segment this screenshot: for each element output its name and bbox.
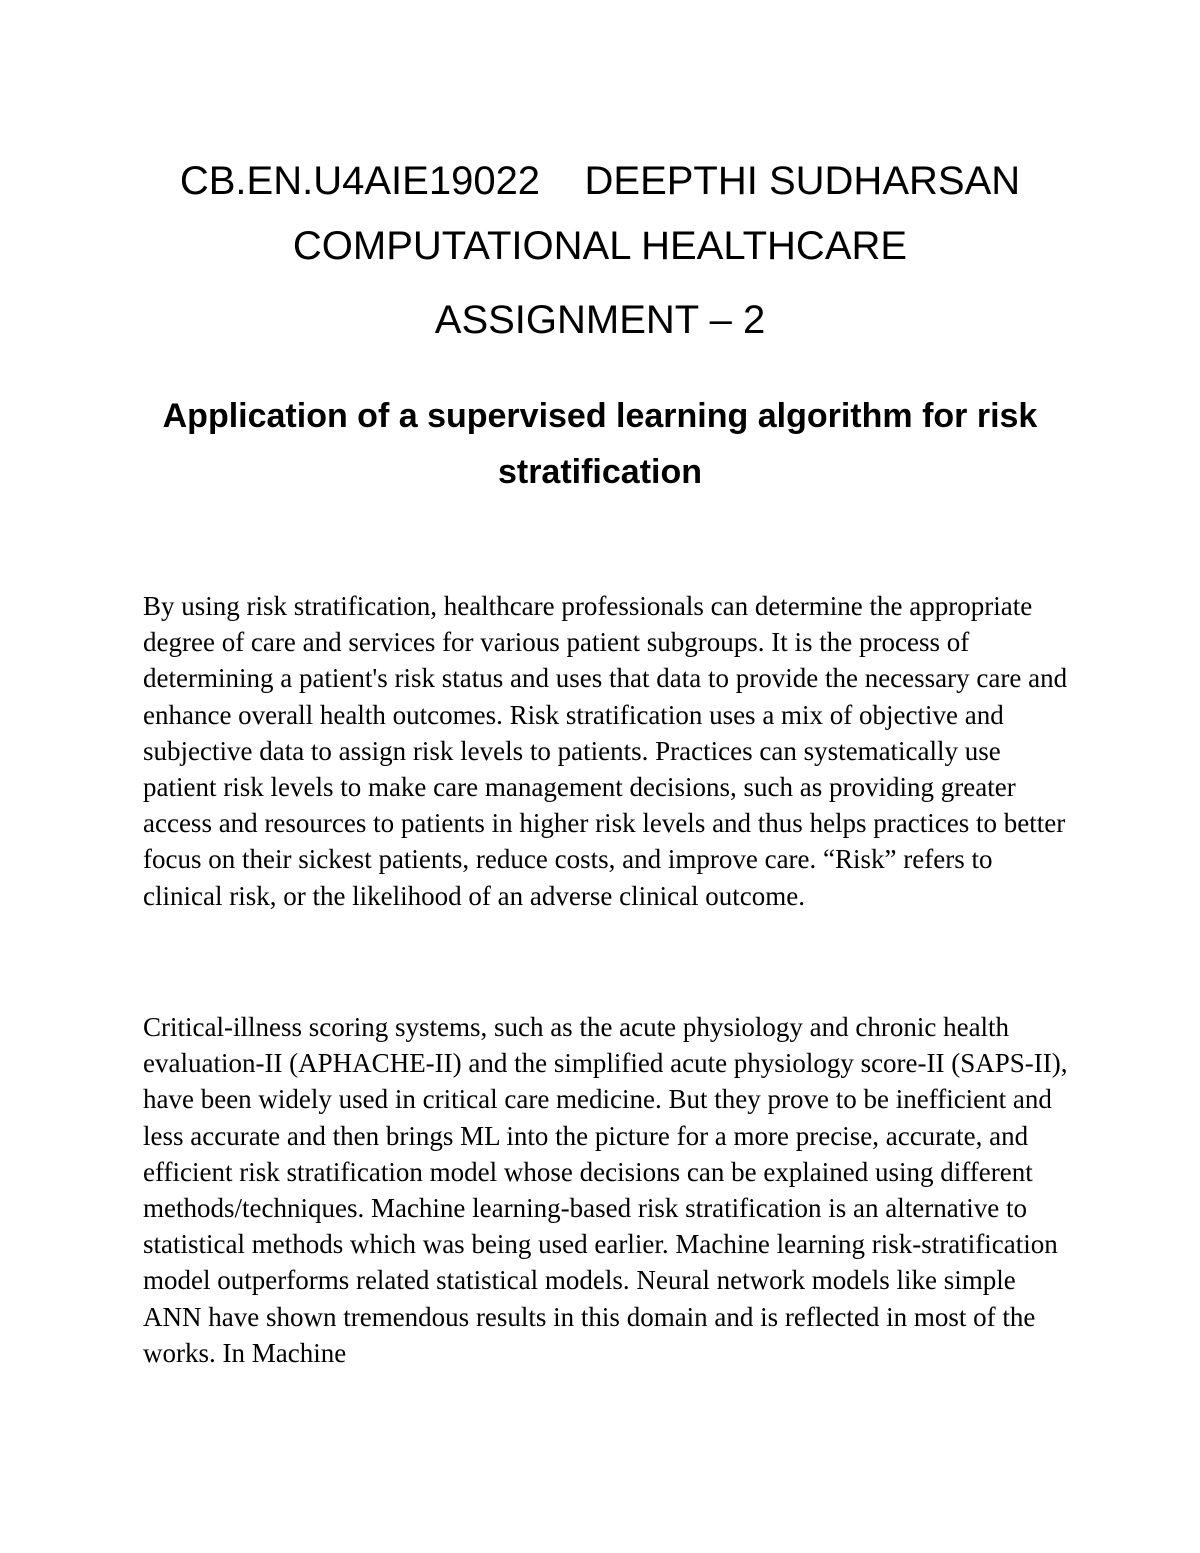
header-course: COMPUTATIONAL HEALTHCARE — [292, 224, 908, 268]
document-subtitle: Application of a supervised learning algorithm for risk stratification — [162, 397, 1038, 491]
body-paragraph-1: By using risk stratification, healthcare professionals can determine the appropriate degree of care and services for various patient subgroups. It is the process of determining a patient's risk status and uses that data to provide the necessary care and enhance overall health outcomes. Risk stratification uses a mix of objective and subjective data to assign risk levels to patients. Practices can systematically use patient risk levels to make care management decisions, such as providing greater access and resources to patients in higher risk levels and thus helps practices to better focus on their sickest patients, reduce costs, and improve care. “Risk” refers to clinical risk, or the likelihood of an adverse clinical outcome. — [143, 591, 1068, 911]
body-paragraph-2: Critical-illness scoring systems, such as the acute physiology and chronic health evaluation-II (APHACHE-II) and the simplified acute physiology score-II (SAPS-II), have been widely used in critical care medicine. But they prove to be inefficient and less accurate and then brings ML into the picture for a more precise, accurate, and efficient risk stratification model whose decisions can be explained using different methods/techniques. Machine learning-based risk stratification is an alternative to statistical methods which was being used earlier. Machine learning risk-stratification model outperforms related statistical models. Neural network models like simple ANN have shown tremendous results in this domain and is reflected in most of the works. In Machine — [143, 1012, 1068, 1368]
header-id-name: CB.EN.U4AIE19022 DEEPTHI SUDHARSAN — [179, 159, 1021, 203]
header-assignment: ASSIGNMENT – 2 — [434, 298, 766, 342]
